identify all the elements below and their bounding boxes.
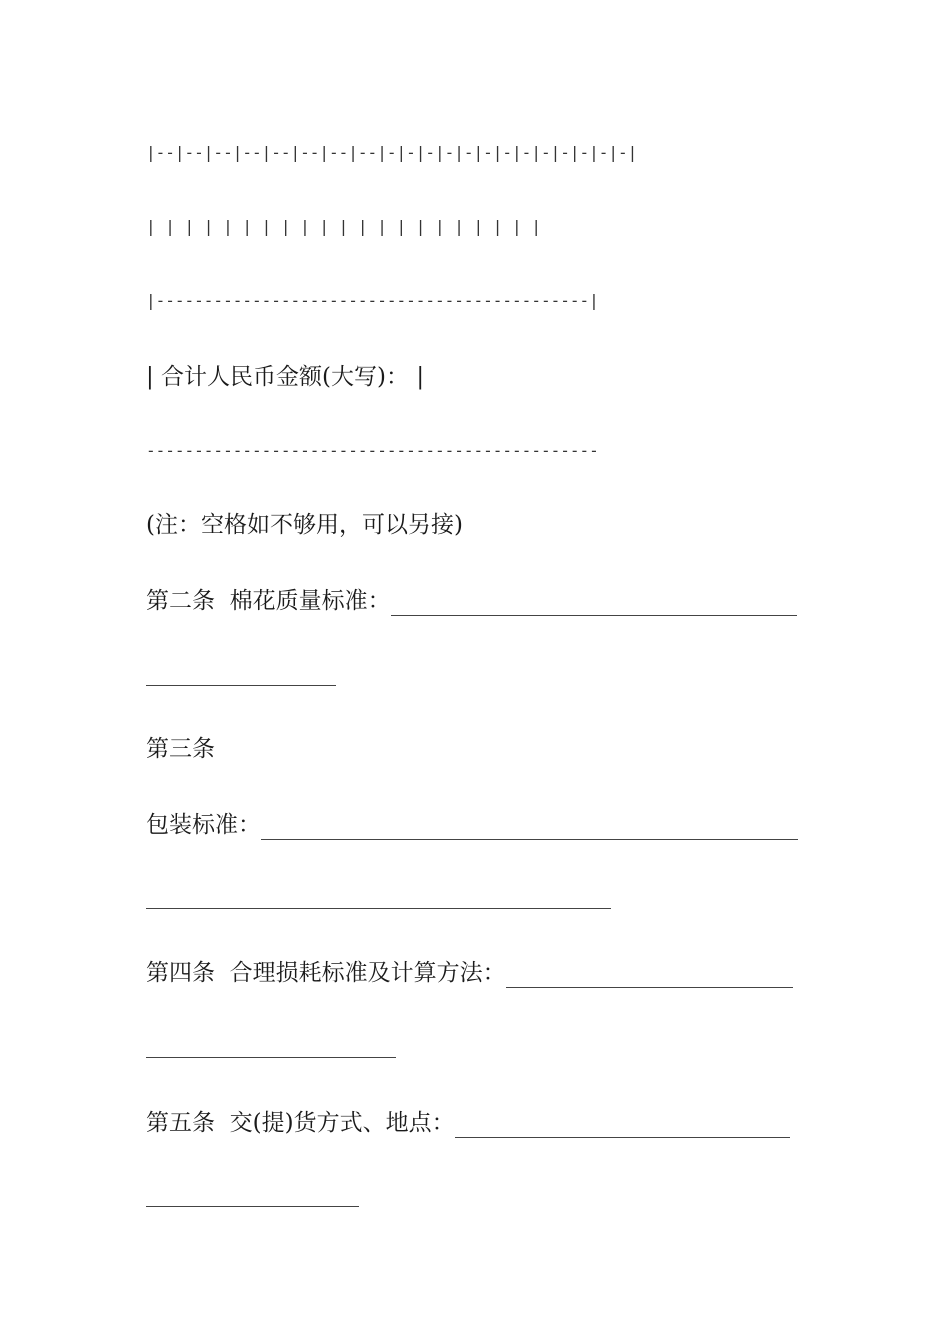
article-5-row <box>146 1108 790 1138</box>
table-divider-row: |---------------------------------------------| <box>146 291 599 310</box>
article-5-blank[interactable] <box>455 1115 790 1138</box>
article-5-blank-continued[interactable] <box>146 1205 359 1207</box>
article-3-row <box>146 810 798 840</box>
article-2-blank-continued[interactable] <box>146 684 336 686</box>
article-3-blank-continued[interactable] <box>146 907 611 909</box>
article-5-label: 第五条 交(提)货方式、地点： <box>146 1110 455 1136</box>
article-3-blank[interactable] <box>261 817 798 840</box>
total-amount-label: | 合计人民币金额(大写)： | <box>146 364 425 390</box>
article-3-heading: 第三条 <box>146 736 215 762</box>
article-2-row <box>146 586 797 616</box>
article-4-label: 第四条 合理损耗标准及计算方法： <box>146 960 506 986</box>
article-4-blank[interactable] <box>506 965 793 988</box>
table-bottom-line: ----------------------------------------------- <box>146 441 599 460</box>
article-2-label: 第二条 棉花质量标准： <box>146 588 391 614</box>
article-2-blank[interactable] <box>391 593 797 616</box>
table-border-row: |--|--|--|--|--|--|--|--|-|-|-|-|-|-|-|-|-|-|-|-|-| <box>146 143 638 162</box>
article-3-label: 包装标准： <box>146 812 261 838</box>
table-note: (注：空格如不够用，可以另接) <box>146 512 463 538</box>
article-4-blank-continued[interactable] <box>146 1056 396 1058</box>
table-cell-row: | | | | | | | | | | | | | | | | | | | | | <box>146 217 541 236</box>
article-4-row <box>146 958 793 988</box>
